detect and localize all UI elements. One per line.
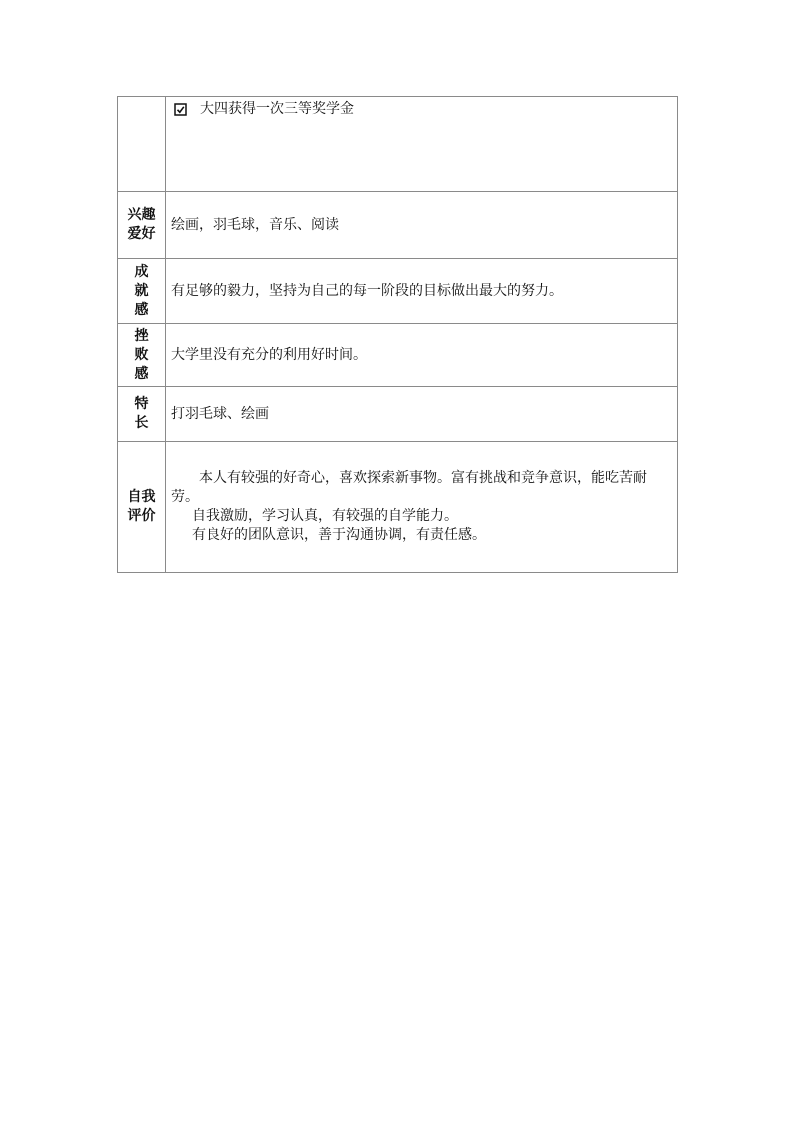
- specialty-label: [118, 387, 166, 442]
- hobbies-label: [118, 192, 166, 259]
- specialty-content: 打羽毛球、绘画: [166, 387, 678, 442]
- setback-label-line: 挫: [134, 327, 149, 344]
- setback-label-line: 感: [134, 365, 149, 382]
- self-evaluation-paragraph: 本人有较强的好奇心，喜欢探索新事物。富有挑战和竞争意识，能吃苦耐劳。: [171, 470, 647, 505]
- specialty-label-line: 特: [134, 396, 149, 412]
- achievement-label: [118, 259, 166, 324]
- achievement-row: [118, 259, 678, 324]
- self-evaluation-label: [118, 442, 166, 573]
- setback-label: [118, 324, 166, 387]
- hobbies-label-line: 兴趣: [127, 207, 156, 223]
- setback-content: 大学里没有充分的利用好时间。: [166, 324, 678, 387]
- checked-box-icon: [174, 103, 188, 117]
- award-item: [171, 100, 671, 119]
- achievement-label-line: 就: [134, 282, 149, 299]
- award-label-cell: [118, 97, 166, 192]
- hobbies-row: [118, 192, 678, 259]
- specialty-row: [118, 387, 678, 442]
- award-content-cell: [166, 97, 678, 192]
- self-evaluation-content: [166, 442, 678, 573]
- self-evaluation-paragraph: 有良好的团队意识，善于沟通协调，有责任感。: [192, 527, 486, 543]
- setback-label-line: 败: [134, 346, 149, 363]
- hobbies-label-line: 爱好: [127, 226, 156, 242]
- setback-row: [118, 324, 678, 387]
- specialty-label-line: 长: [134, 415, 149, 431]
- self-evaluation-label-line: 评价: [127, 508, 156, 524]
- self-evaluation-row: [118, 442, 678, 573]
- award-row: [118, 97, 678, 192]
- achievement-label-line: 感: [134, 301, 149, 318]
- self-evaluation-label-line: 自我: [127, 489, 156, 505]
- hobbies-content: 绘画，羽毛球，音乐、阅读: [166, 192, 678, 259]
- achievement-label-line: 成: [134, 263, 149, 280]
- resume-table: [117, 96, 678, 573]
- self-evaluation-paragraph: 自我激励，学习认真，有较强的自学能力。: [192, 508, 458, 524]
- award-item-text: 大四获得一次三等奖学金: [200, 101, 354, 117]
- achievement-content: 有足够的毅力，坚持为自己的每一阶段的目标做出最大的努力。: [166, 259, 678, 324]
